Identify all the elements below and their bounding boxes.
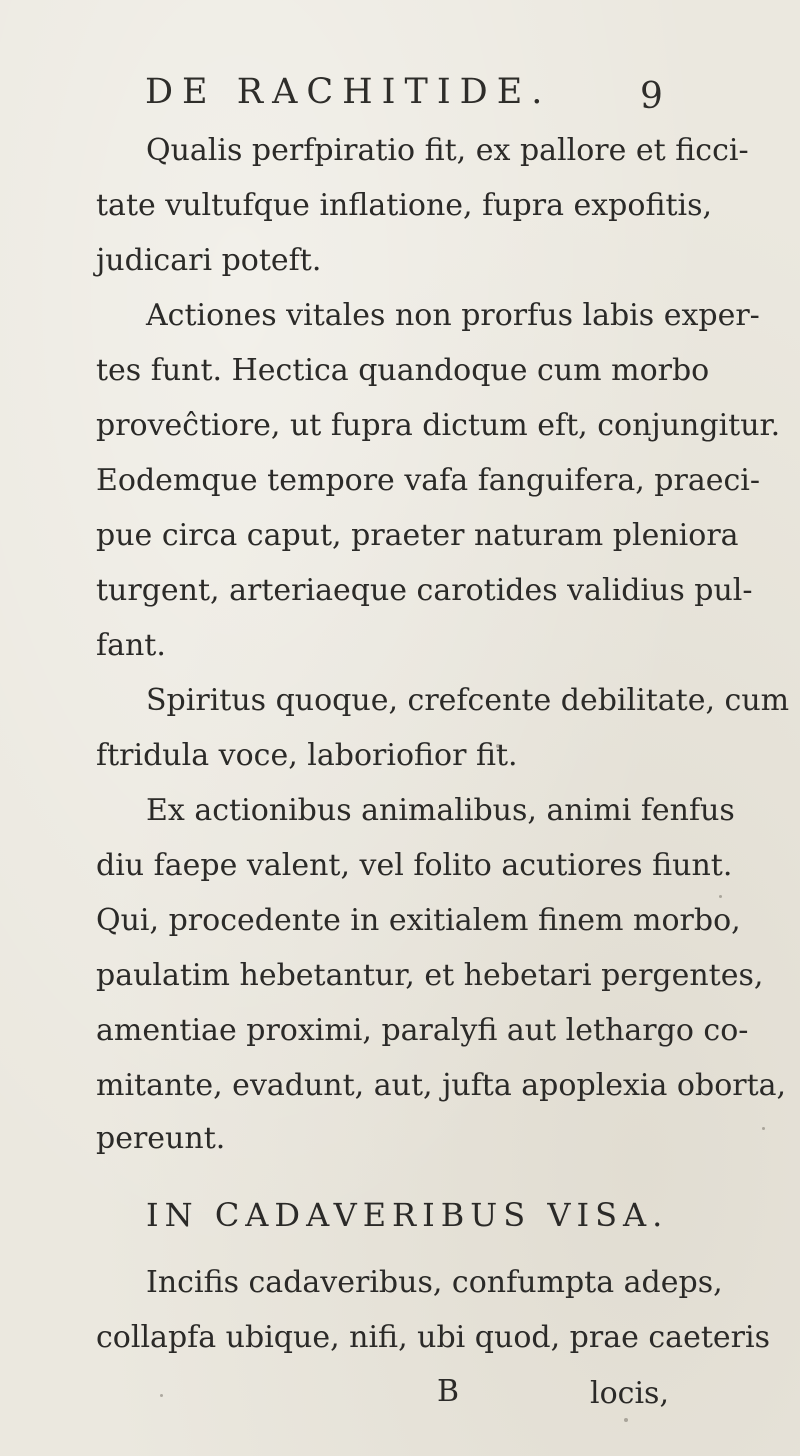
text-line: tes funt. Hectica quandoque cum morbo — [96, 353, 710, 388]
paper-speck — [160, 1394, 163, 1397]
text-line: pereunt. — [96, 1121, 226, 1156]
text-line: pue circa caput, praeter naturam pleniora — [96, 518, 739, 553]
text-line: Qualis perfpiratio fit, ex pallore et ficci- — [146, 133, 749, 168]
text-line: Actiones vitales non prorfus labis exper- — [146, 298, 760, 333]
text-line: collapfa ubique, nifi, ubi quod, prae caeteris — [96, 1320, 770, 1355]
text-line: ftridula voce, laboriofior fit. — [96, 738, 518, 773]
paper-speck — [624, 1418, 628, 1422]
text-line: fant. — [96, 628, 166, 663]
text-line: Ex actionibus animalibus, animi fenfus — [146, 793, 735, 828]
text-line: proveĉtiore, ut fupra dictum eft, conjungitur. — [96, 408, 781, 443]
page-number: 9 — [640, 76, 663, 117]
paper-speck — [719, 895, 722, 898]
signature-mark: B — [437, 1374, 460, 1409]
text-line: judicari poteft. — [96, 243, 322, 278]
text-line: diu faepe valent, vel folito acutiores fiunt. — [96, 848, 733, 883]
catchword: locis, — [590, 1376, 669, 1411]
text-line: mitante, evadunt, aut, jufta apoplexia oborta, — [96, 1068, 787, 1103]
text-line: Eodemque tempore vafa fanguifera, praeci- — [96, 463, 760, 498]
text-line: tate vultufque inflatione, fupra expofitis, — [96, 188, 713, 223]
text-line: Spiritus quoque, crefcente debilitate, cum — [146, 683, 790, 718]
text-line: Qui, procedente in exitialem finem morbo, — [96, 903, 741, 938]
paper-speck — [762, 1127, 765, 1130]
running-title: DE RACHITIDE. — [145, 72, 552, 112]
text-line: amentiae proximi, paralyfi aut lethargo co- — [96, 1013, 749, 1048]
text-line: paulatim hebetantur, et hebetari pergentes, — [96, 958, 764, 993]
section-heading: IN CADAVERIBUS VISA. — [146, 1196, 669, 1234]
paper-speck — [496, 744, 500, 748]
text-line: Incifis cadaveribus, confumpta adeps, — [146, 1265, 723, 1300]
text-line: turgent, arteriaeque carotides validius pul- — [96, 573, 753, 608]
